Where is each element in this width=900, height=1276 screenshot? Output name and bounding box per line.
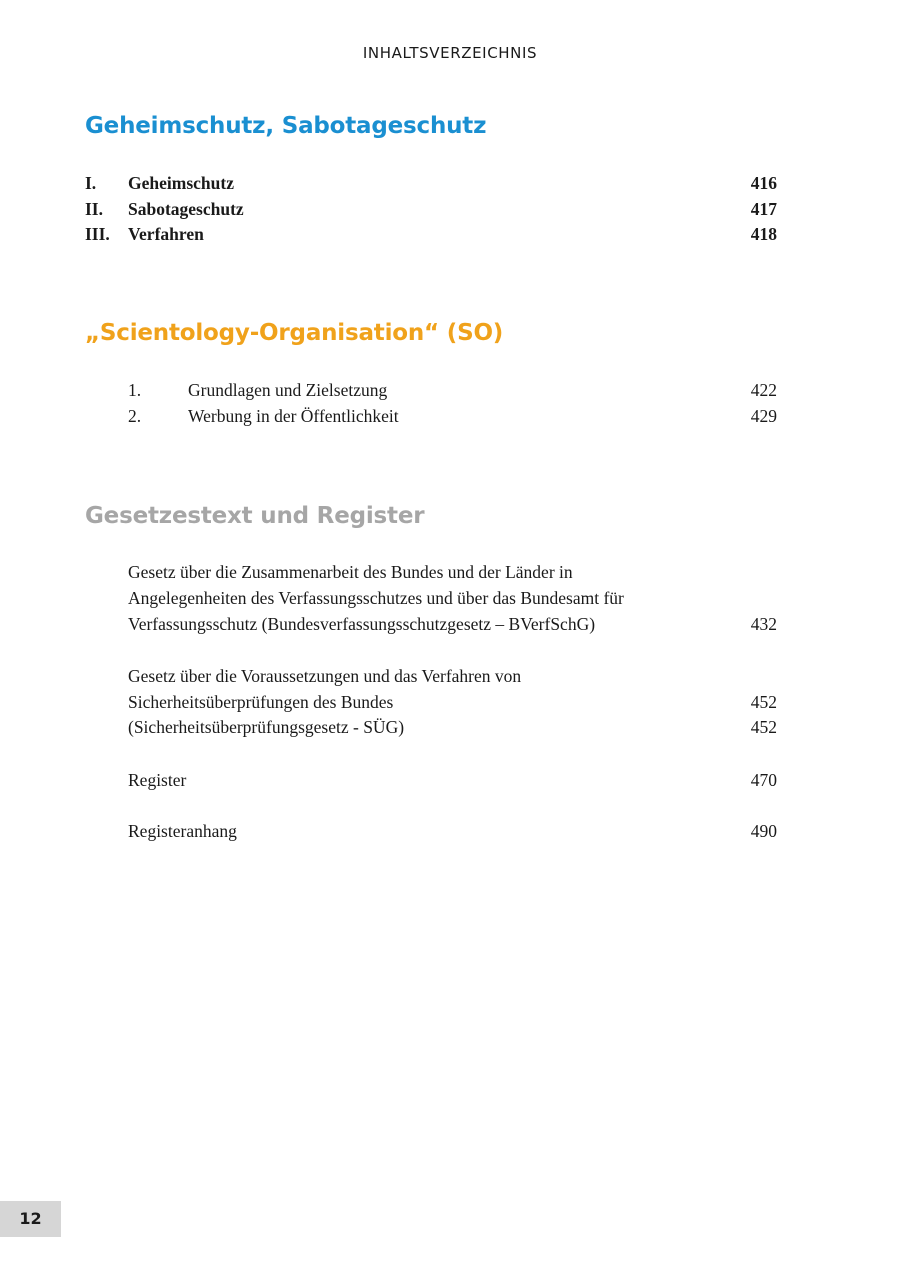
toc-entry-label: III. (85, 224, 110, 244)
toc-entry-title[interactable]: Grundlagen und Zielsetzung (188, 380, 388, 400)
toc-entry-title[interactable]: Geheimschutz (128, 173, 234, 193)
page-number: 12 (0, 1201, 61, 1237)
toc-entry-page[interactable]: 470 (750, 770, 777, 790)
section-title-geheimschutz: Geheimschutz, Sabotageschutz (85, 113, 487, 139)
toc-entry-title-line[interactable]: Angelegenheiten des Verfassungsschutzes und über das Bundesamt für (128, 588, 624, 608)
toc-entry-page[interactable]: 429 (750, 406, 777, 426)
toc-entry-label: 2. (128, 406, 142, 426)
running-head: INHALTSVERZEICHNIS (362, 44, 538, 62)
toc-entry-title[interactable]: Register (128, 770, 187, 790)
toc-entry-title-line[interactable]: Gesetz über die Voraussetzungen und das Verfahren von (128, 666, 522, 686)
section-title-scientology: „Scientology-Organisation“ (SO) (85, 320, 504, 346)
toc-entry-title[interactable]: Werbung in der Öffentlichkeit (188, 406, 399, 426)
toc-entry-page[interactable]: 422 (750, 380, 777, 400)
toc-entry-page[interactable]: 417 (750, 199, 777, 219)
toc-entry-page[interactable]: 490 (750, 821, 777, 841)
toc-entry-title[interactable]: Registeranhang (128, 821, 237, 841)
toc-entry-page[interactable]: 416 (750, 173, 777, 193)
toc-entry-page[interactable]: 452 (750, 717, 777, 737)
toc-entry-title-line[interactable]: Gesetz über die Zusammenarbeit des Bundes und der Länder in (128, 562, 573, 582)
toc-entry-title-line[interactable]: Sicherheitsüberprüfungen des Bundes (128, 692, 394, 712)
toc-entry-title[interactable]: Verfahren (128, 224, 204, 244)
toc-entry-label: I. (85, 173, 97, 193)
toc-entry-page[interactable]: 432 (750, 614, 777, 634)
toc-entry-page[interactable]: 452 (750, 692, 777, 712)
toc-entry-title-line[interactable]: (Sicherheitsüberprüfungsgesetz - SÜG) (128, 717, 405, 737)
toc-entry-page[interactable]: 418 (750, 224, 777, 244)
toc-entry-title[interactable]: Sabotageschutz (128, 199, 244, 219)
section-title-gesetzestext: Gesetzestext und Register (85, 503, 425, 529)
toc-entry-label: 1. (128, 380, 142, 400)
toc-entry-title-line[interactable]: Verfassungsschutz (Bundesverfassungsschutzgesetz – BVerfSchG) (128, 614, 596, 634)
toc-entry-label: II. (85, 199, 103, 219)
